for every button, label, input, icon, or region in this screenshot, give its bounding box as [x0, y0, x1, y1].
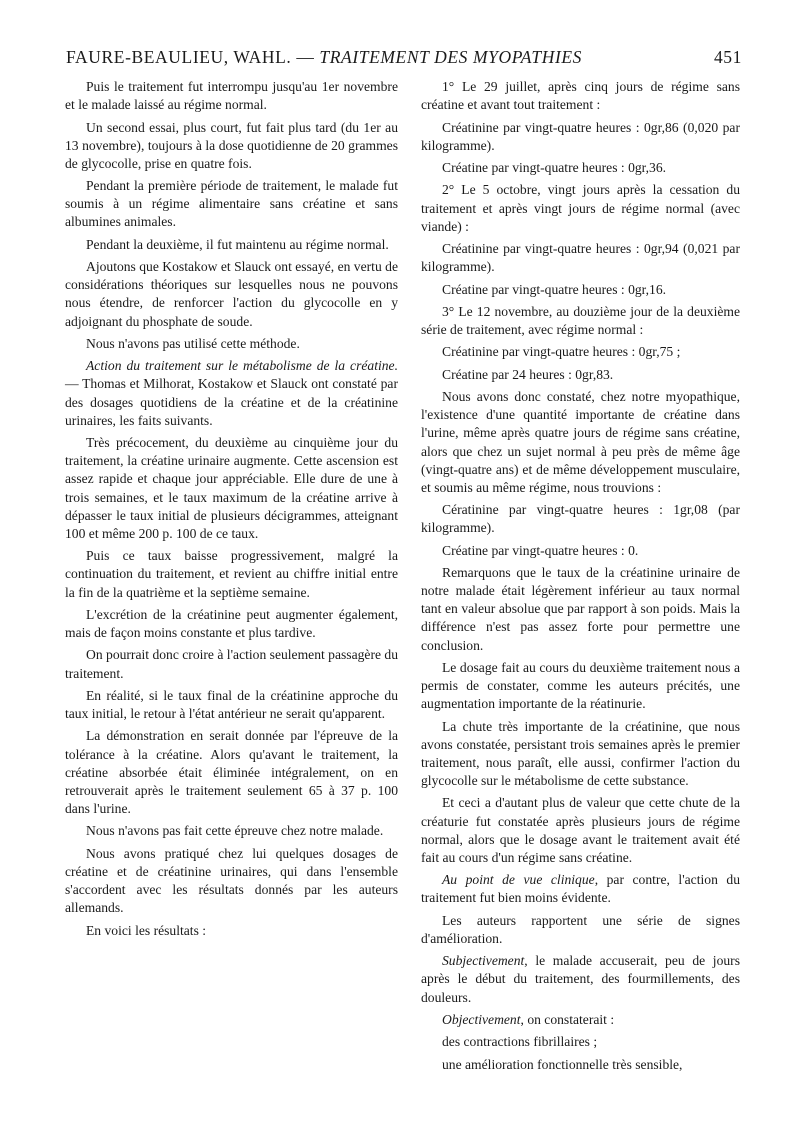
header-title: TRAITEMENT DES MYOPATHIES	[319, 47, 583, 67]
paragraph-text: L'excrétion de la créatinine peut augmenter également, mais de façon moins constante et plus tardive.	[65, 606, 398, 641]
paragraph	[65, 357, 398, 430]
paragraph	[65, 822, 398, 840]
paragraph-text: Pendant la deuxième, il fut maintenu au régime normal.	[86, 236, 389, 252]
paragraph-text: Très précocement, du deuxième au cinquième jour du traitement, la créatine urinaire augmente. Cette ascension est assez rapide et chaque jour appréciable. Elle dure de une à trois semaines, et le taux maximum de la créatine arrive à dépasser le taux initial de plusieurs décigrammes, atteignant 100 et même 200 p. 100 de ce taux.	[65, 435, 398, 541]
paragraph-text: Un second essai, plus court, fut fait plus tard (du 1er au 13 novembre), toujours à la dose quotidienne de 20 grammes de glycocolle, prise en quatre fois.	[65, 119, 398, 171]
paragraph	[421, 501, 740, 537]
italic-lead: Objectivement	[442, 1011, 521, 1027]
paragraph-text: Nous avons donc constaté, chez notre myopathique, l'existence d'une quantité importante de créatine dans l'urine, même après quatre jours de régime sans créatine, alors que chez un sujet normal à peu près de même âge (vingt-quatre ans) et de même développement musculaire, et soumis au même régime, nous trouvions :	[421, 389, 740, 495]
italic-lead: Subjectivement	[442, 953, 525, 969]
italic-lead: Action du traitement sur le métabolisme de la créatine.	[86, 358, 398, 374]
italic-lead: Au point de vue clinique	[442, 872, 595, 888]
paragraph-text: La démonstration en serait donnée par l'épreuve de la tolérance à la créatine. Alors qu'avant le traitement, la créatine absorbée était éliminée intégralement, on en retrouverait après le traitement seulement 65 à 37 p. 100 dans l'urine.	[65, 728, 398, 817]
paragraph	[421, 542, 740, 560]
paragraph	[65, 119, 398, 173]
paragraph	[421, 1033, 740, 1051]
header-authors: FAURE-BEAULIEU, WAHL.	[66, 47, 292, 67]
right-column	[421, 78, 740, 1078]
paragraph-text: Ajoutons que Kostakow et Slauck ont essayé, en vertu de considérations théoriques sur lesquelles nous ne pouvons nous étendre, de renforcer l'action du glycocolle en y adjoignant du phosphate de soude.	[65, 259, 398, 329]
running-header	[66, 47, 742, 68]
paragraph-text: Créatine par vingt-quatre heures : 0.	[442, 542, 639, 558]
paragraph	[421, 871, 740, 907]
paragraph	[65, 646, 398, 682]
paragraph-text: Créatinine par vingt-quatre heures : 0gr,75 ;	[442, 344, 681, 360]
paragraph	[421, 388, 740, 497]
paragraph	[65, 547, 398, 601]
paragraph	[421, 952, 740, 1006]
paragraph-text: des contractions fibrillaires ;	[442, 1034, 598, 1050]
paragraph-text: Et ceci a d'autant plus de valeur que cette chute de la créaturie fut constatée après plusieurs jours de régime normal, alors que le dosage avant le traitement avait été fait au cours d'un régime sans créatine.	[421, 795, 740, 865]
paragraph	[65, 606, 398, 642]
paragraph-text: La chute très importante de la créatinine, que nous avons constatée, persistant trois semaines après le premier traitement, nous paraît, elle aussi, confirmer l'action du glycocolle sur le métabolisme de cette substance.	[421, 718, 740, 789]
paragraph-text: Nous avons pratiqué chez lui quelques dosages de créatine et de créatinine urinaires, qui dans l'ensemble s'accordent avec les résultats donnés par les auteurs allemands.	[65, 845, 398, 916]
paragraph-text: On pourrait donc croire à l'action seulement passagère du traitement.	[65, 647, 398, 681]
paragraph-text: — Thomas et Milhorat, Kostakow et Slauck ont constaté par des dosages quotidiens de la créatine et de la créatinine urinaires, les faits suivants.	[65, 376, 398, 428]
paragraph	[421, 366, 740, 384]
paragraph-text: Créatine par vingt-quatre heures : 0gr,36.	[442, 160, 667, 175]
paragraph-text: Remarquons que le taux de la créatinine urinaire de notre malade était légèrement inférieur au taux normal tant en valeur absolue que par rapport à son poids. Mais la différence n'est pas assez forte pour permettre une conclusion.	[421, 565, 740, 653]
paragraph	[421, 181, 740, 235]
paragraph	[421, 794, 740, 867]
paragraph-text: , on constaterait :	[520, 1011, 615, 1027]
paragraph-text: En voici les résultats :	[86, 922, 207, 938]
paragraph-text: une amélioration fonctionnelle très sensible,	[442, 1056, 683, 1072]
paragraph-text: Créatine par vingt-quatre heures : 0gr,16.	[442, 281, 667, 297]
paragraph-text: 2° Le 5 octobre, vingt jours après la cessation du traitement et après vingt jours de régime normal (avec viande) :	[421, 182, 740, 234]
paragraph	[421, 303, 740, 339]
paragraph-text: 1° Le 29 juillet, après cinq jours de régime sans créatine et avant tout traitement :	[421, 79, 740, 113]
paragraph	[421, 343, 740, 361]
paragraph	[421, 281, 740, 299]
paragraph-text: 3° Le 12 novembre, au douzième jour de la deuxième série de traitement, avec régime normal :	[421, 303, 740, 337]
paragraph	[421, 119, 740, 155]
paragraph-text: Cératinine par vingt-quatre heures : 1gr,08 (par kilogramme).	[421, 502, 740, 536]
paragraph	[65, 258, 398, 331]
paragraph-text: Nous n'avons pas utilisé cette méthode.	[86, 335, 300, 351]
header-dash: —	[296, 47, 315, 67]
paragraph	[65, 78, 398, 114]
page-number: 451	[713, 47, 742, 67]
paragraph	[65, 922, 398, 940]
paragraph	[421, 78, 740, 114]
paragraph-text: , par contre, l'action du traitement fut bien moins évidente.	[421, 872, 740, 906]
paragraph-text: Créatine par 24 heures : 0gr,83.	[442, 366, 614, 382]
paragraph-text: Puis ce taux baisse progressivement, malgré la continuation du traitement, et revient au chiffre initial entre la fin de la quatrième et la septième semaine.	[65, 548, 398, 600]
paragraph	[65, 845, 398, 918]
left-column	[65, 78, 398, 944]
paragraph	[421, 564, 740, 655]
paragraph-text: Pendant la première période de traitement, le malade fut soumis à un régime alimentaire sans créatine et sans albumines animales.	[65, 178, 398, 230]
paragraph-text: Puis le traitement fut interrompu jusqu'au 1er novembre et le malade laissé au régime normal.	[65, 79, 398, 113]
paragraph	[65, 687, 398, 723]
paragraph-text: Créatinine par vingt-quatre heures : 0gr,94 (0,021 par kilogramme).	[421, 241, 740, 275]
paragraph	[65, 727, 398, 818]
paragraph	[65, 434, 398, 543]
paragraph	[65, 335, 398, 353]
paragraph	[421, 1011, 740, 1029]
paragraph	[421, 912, 740, 948]
paragraph	[65, 236, 398, 254]
paragraph	[421, 1056, 740, 1074]
paragraph	[65, 177, 398, 231]
paragraph-text: , le malade accuserait, peu de jours après le début du traitement, des fourmillements, des douleurs.	[421, 953, 740, 1005]
paragraph-text: Créatinine par vingt-quatre heures : 0gr,86 (0,020 par kilogramme).	[421, 119, 740, 153]
paragraph-text: Le dosage fait au cours du deuxième traitement nous a permis de constater, comme les auteurs précités, une augmentation importante de la réatinurie.	[421, 659, 740, 712]
paragraph-text: En réalité, si le taux final de la créatinine approche du taux initial, le retour à l'état antérieur ne serait qu'apparent.	[65, 687, 398, 722]
paragraph	[421, 659, 740, 713]
paragraph	[421, 240, 740, 276]
paragraph-text: Les auteurs rapportent une série de signes d'amélioration.	[421, 912, 740, 946]
paragraph	[421, 718, 740, 791]
paragraph-text: Nous n'avons pas fait cette épreuve chez notre malade.	[86, 823, 384, 839]
paragraph	[421, 159, 740, 177]
